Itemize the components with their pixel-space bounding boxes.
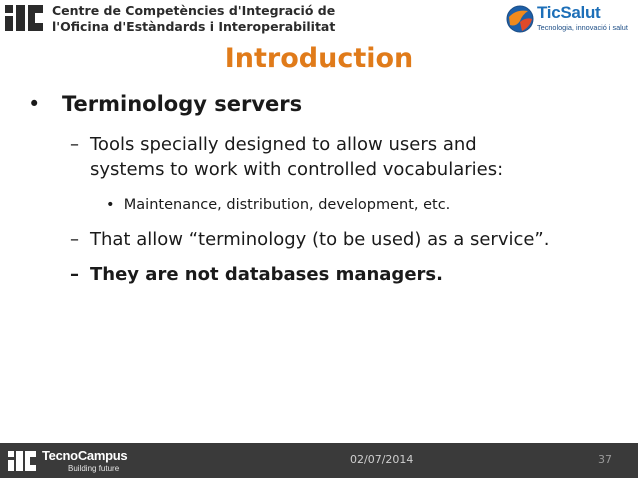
tecnocampus-logo-icon [8,451,36,471]
bullet-marker: • [106,197,115,213]
sub-bullet-service [70,229,549,250]
dash-marker: – [70,134,79,155]
sub-bullet-text-line1: Tools specially designed to allow users and [90,134,477,155]
slide-date: 02/07/2014 [350,453,414,466]
slide-header [0,0,638,38]
organization-name [52,3,335,35]
bullet-terminology-servers [28,92,303,116]
sub-sub-bullet-maintenance [106,197,450,213]
tecnocampus-subtitle: Building future [68,464,120,473]
sub-bullet-tools [70,134,477,155]
dash-marker: – [70,264,79,285]
sub-bullet-not-databases [70,264,443,285]
ticsalut-globe-icon [506,5,534,33]
org-line-1: Centre de Competències d'Integració de [52,3,336,18]
dash-marker: – [70,229,79,250]
slide-page-number: 37 [598,453,612,466]
sub-bullet-tools-continued: systems to work with controlled vocabularies: [90,159,504,180]
ticsalut-brand: TicSalut [537,3,601,22]
slide-title: Introduction [224,43,414,74]
sub-sub-bullet-text: Maintenance, distribution, development, etc. [123,197,451,213]
sub-bullet-text: That allow “terminology (to be used) as a service”. [90,229,550,250]
sub-bullet-text: They are not databases managers. [90,264,443,285]
ticsalut-tagline: Tecnologia, innovació i salut [537,23,628,32]
slide-footer [0,443,638,478]
bullet-text: Terminology servers [62,92,303,116]
tecnocampus-brand: TecnoCampus [42,448,128,463]
org-line-2: l'Oficina d'Estàndards i Interoperabilitat [52,19,336,34]
ticsalut-logo [506,2,632,36]
cci-logo-icon [4,4,44,32]
bullet-marker: • [28,92,41,116]
